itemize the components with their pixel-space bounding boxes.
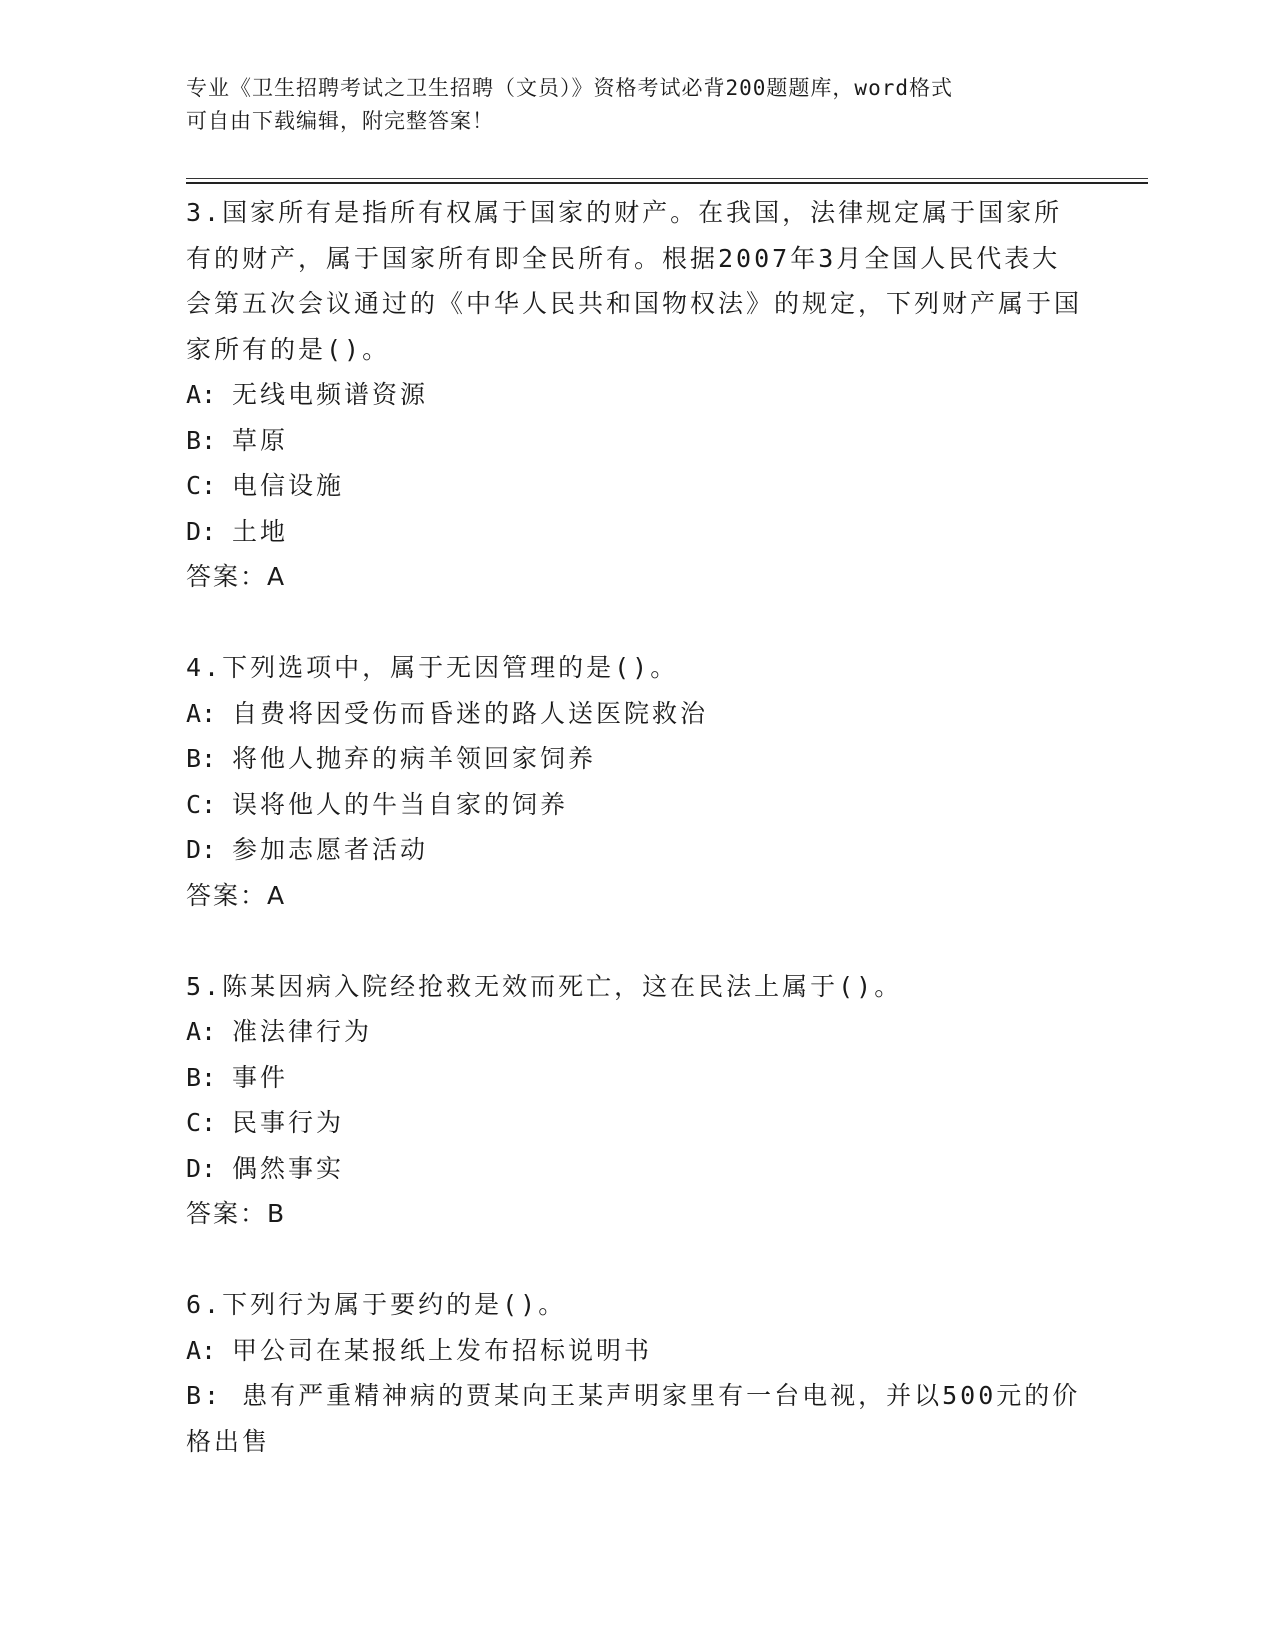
option-text: 患有严重精神病的贾某向王某声明家里有一台电视，并以500元的价格出售 <box>186 1381 1081 1456</box>
option-label: C: <box>186 789 217 819</box>
option-label: A: <box>186 380 217 409</box>
question-text: 5.陈某因病入院经抢救无效而死亡，这在民法上属于()。 <box>186 971 903 1001</box>
answer: 答案：A <box>186 880 287 910</box>
option-d <box>186 1146 1086 1192</box>
option-a <box>186 1009 1086 1055</box>
option-a <box>186 691 1086 737</box>
option-label: A: <box>186 1335 217 1365</box>
option-label: C: <box>186 471 217 500</box>
question-list <box>186 190 1086 1510</box>
question-6 <box>186 1282 1086 1464</box>
question-text: 3.国家所有是指所有权属于国家的财产。在我国，法律规定属于国家所有的财产，属于国家所有即全民所有。根据2007年3月全国人民代表大会第五次会议通过的《中华人民共和国物权法》的规定，下列财产属于国家所有的是()。 <box>186 198 1083 364</box>
header-line-2: 可自由下载编辑，附完整答案！ <box>186 109 494 133</box>
option-label: B: <box>186 425 217 455</box>
option-text: 误将他人的牛当自家的饲养 <box>232 789 569 819</box>
option-label: D: <box>186 835 217 864</box>
option-a <box>186 372 1086 418</box>
option-b <box>186 1373 1086 1464</box>
header-divider-thick <box>186 182 1148 184</box>
header-line-1: 专业《卫生招聘考试之卫生招聘（文员）》资格考试必背200题题库，word格式 <box>186 76 953 100</box>
option-label: A: <box>186 1017 217 1046</box>
answer: 答案：B <box>186 1199 287 1228</box>
question-3 <box>186 190 1086 600</box>
option-a <box>186 1328 1086 1374</box>
document-header <box>186 72 1086 138</box>
option-c <box>186 1100 1086 1146</box>
question-4 <box>186 645 1086 918</box>
option-label: D: <box>186 516 217 546</box>
option-text: 将他人抛弃的病羊领回家饲养 <box>232 744 597 773</box>
option-d <box>186 509 1086 555</box>
option-text: 草原 <box>232 425 289 455</box>
option-label: B: <box>186 744 217 773</box>
option-text: 事件 <box>232 1062 289 1092</box>
option-label: B: <box>186 1062 217 1092</box>
option-d <box>186 827 1086 873</box>
question-5 <box>186 964 1086 1237</box>
option-label: D: <box>186 1153 217 1183</box>
option-text: 准法律行为 <box>232 1017 373 1046</box>
option-text: 甲公司在某报纸上发布招标说明书 <box>232 1335 653 1365</box>
answer: 答案：A <box>186 562 287 591</box>
option-label: C: <box>186 1108 217 1137</box>
header-divider-thin <box>186 178 1148 179</box>
option-b <box>186 418 1086 464</box>
question-text: 4.下列选项中，属于无因管理的是()。 <box>186 653 679 682</box>
option-text: 偶然事实 <box>232 1153 345 1183</box>
option-text: 土地 <box>232 516 289 546</box>
option-text: 电信设施 <box>232 471 345 500</box>
option-text: 民事行为 <box>232 1108 345 1137</box>
option-c <box>186 463 1086 509</box>
option-c <box>186 782 1086 828</box>
option-b <box>186 736 1086 782</box>
option-text: 参加志愿者活动 <box>232 835 429 864</box>
option-label: B: <box>186 1381 223 1410</box>
option-b <box>186 1055 1086 1101</box>
option-label: A: <box>186 698 217 728</box>
question-text: 6.下列行为属于要约的是()。 <box>186 1290 567 1319</box>
option-text: 无线电频谱资源 <box>232 380 429 409</box>
option-text: 自费将因受伤而昏迷的路人送医院救治 <box>232 698 709 728</box>
